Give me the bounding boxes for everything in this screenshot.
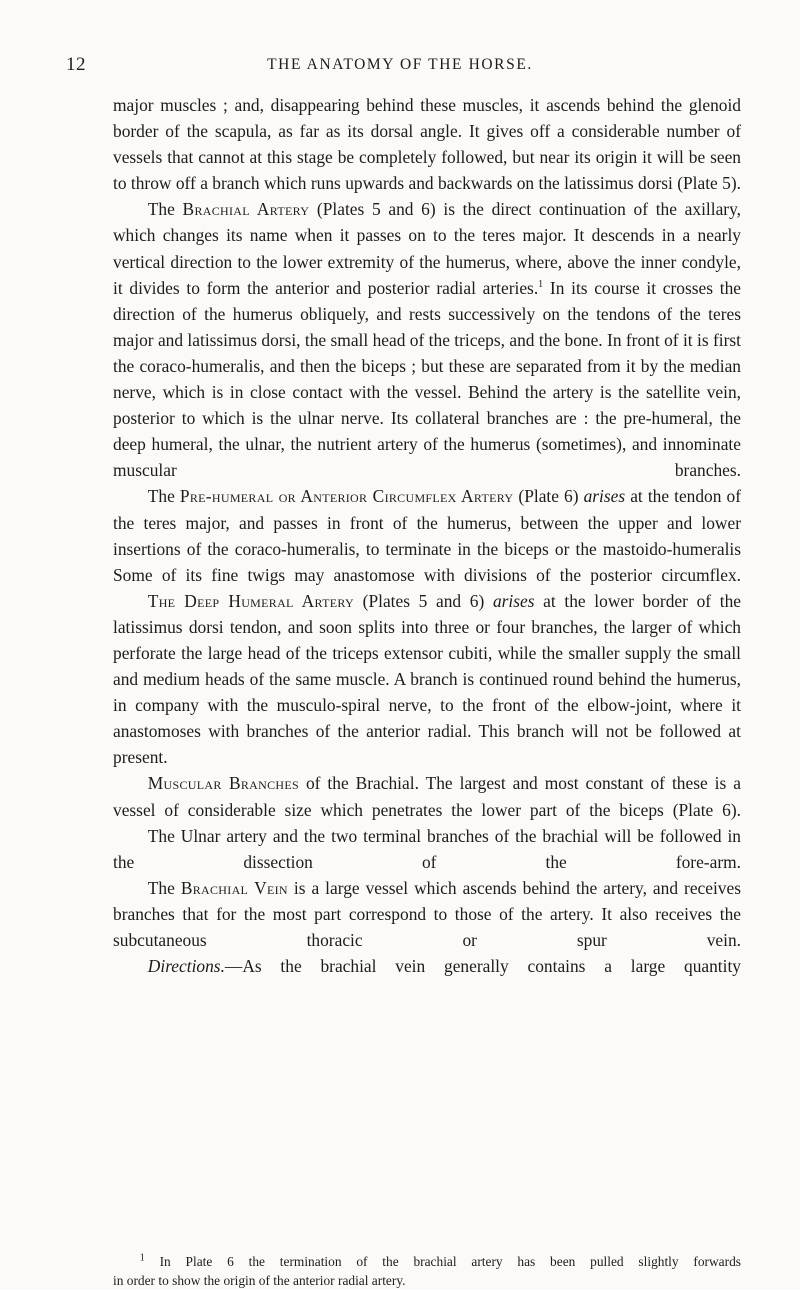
heading-pre-humeral-artery: Pre-humeral or Anterior Circumflex Artery (179, 486, 514, 507)
paragraph-deep-humeral-artery: The Deep Humeral Artery (Plates 5 and 6) arises at the lower border of the latissimus dorsi tendon, and soon splits into three or four branches, the larger of which perforate the large head of the triceps extensor cubiti, while the smaller supply the small and medium heads of the same muscle. A branch is continued round behind the humerus, in company with the musculo-spiral nerve, to the front of the elbow-joint, where it anastomoses with branches of the anterior radial. This branch will not be followed at present. (113, 590, 741, 768)
footnote-1: $^1$ In Plate 6 the termination of the brachial artery has been pulled slightly forwards in order to show the origin of the anterior radial artery. (113, 1252, 741, 1288)
footnote-marker: 1 (139, 1252, 145, 1264)
paragraph-muscular-branches: Muscular Branches of the Brachial. The largest and most constant of these is a vessel of considerable size which penetrates the lower part of the biceps (Plate 6). (113, 773, 741, 820)
paragraph-brachial-vein: The Brachial Vein is a large vessel which ascends behind the artery, and receives branches that for the most part correspond to those of the artery. It also receives the subcutaneous thoracic or spur vein. (113, 877, 741, 950)
paragraph-brachial-artery: The Brachial Artery (Plates 5 and 6) is the direct continuation of the axillary, which changes its name when it passes on to the teres major. It descends in a nearly vertical direction to the lower extremity of the humerus, where, above the inner condyle, it divides to form the anterior and posterior radial arteries.$^1$ In its course it crosses the direction of the humerus obliquely, and rests successively on the tendons of the teres major and latissimus dorsi, the small head of the triceps, and the bone. In front of it is first the coraco-humeralis, and then the biceps ; but these are separated from it by the median nerve, which is in close contact with the vessel. Behind the artery is the satellite vein, posterior to which is the ulnar nerve. Its collateral branches are : the pre-humeral, the deep humeral, the ulnar, the nutrient artery of the humerus (sometimes), and innominate muscular branches. (113, 199, 741, 481)
heading-deep-humeral-artery: The Deep Humeral Artery (147, 590, 354, 611)
paragraph-directions: Directions.—As the brachial vein generally contains a large quantity (147, 956, 741, 977)
paragraph-axillary-continued: major muscles ; and, disappearing behind these muscles, it ascends behind the glenoid border of the scapula, as far as its dorsal angle. It gives off a considerable number of vessels that cannot at this stage be completely followed, but near its origin it will be seen to throw off a branch which runs upwards and backwards on the latissimus dorsi (Plate 5). (113, 95, 741, 194)
running-title: THE ANATOMY OF THE HORSE. (267, 56, 533, 73)
footnote-ref: 1 (538, 278, 544, 290)
page-number: 12 (66, 54, 86, 75)
heading-directions: Directions. (147, 956, 225, 977)
heading-brachial-artery: Brachial Artery (182, 199, 310, 220)
heading-brachial-vein: Brachial Vein (180, 877, 288, 898)
body-text (113, 92, 741, 979)
paragraph-ulnar-artery: The Ulnar artery and the two terminal branches of the brachial will be followed in the dissection of the fore-arm. (113, 825, 741, 872)
heading-muscular-branches: Muscular Branches (147, 773, 299, 794)
paragraph-pre-humeral-artery: The Pre-humeral or Anterior Circumflex Artery (Plate 6) arises at the tendon of the teres major, and passes in front of the humerus, between the upper and lower insertions of the coraco-humeralis, to terminate in the biceps or the mastoido-humeralis Some of its fine twigs may anastomose with divisions of the posterior circumflex. (113, 486, 742, 585)
footnotes (113, 1252, 741, 1290)
page-header (66, 54, 734, 80)
